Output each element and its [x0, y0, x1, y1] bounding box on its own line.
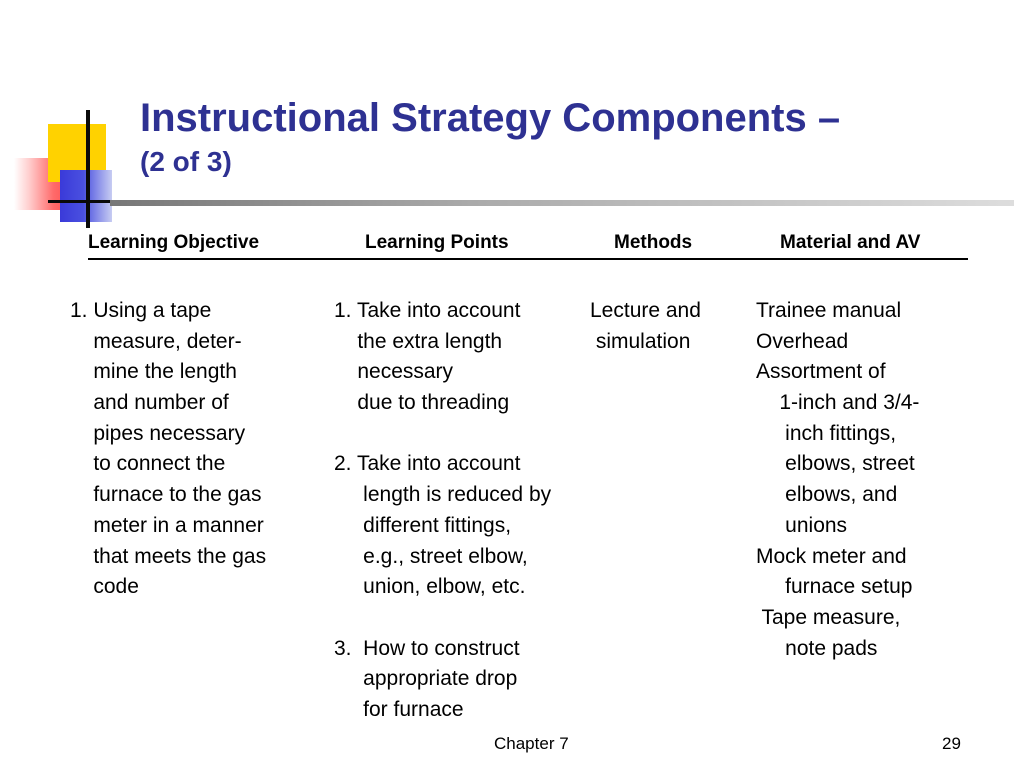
text-line: mine the length	[70, 360, 237, 384]
text-line: e.g., street elbow,	[334, 544, 528, 568]
text-line: furnace to the gas	[70, 483, 262, 507]
text-line	[334, 603, 551, 634]
methods-column	[590, 296, 701, 357]
slide-subtitle: (2 of 3)	[140, 146, 232, 177]
text-line: Lecture and	[590, 299, 701, 322]
text-line: elbows, and	[756, 483, 898, 507]
text-line: Tape measure,	[756, 605, 901, 629]
text-line: due to threading	[334, 391, 510, 415]
text-line: furnace setup	[756, 575, 913, 599]
text-line: 1-inch and 3/4-	[756, 391, 920, 415]
text-line: 1. Using a tape	[70, 299, 212, 322]
footer-chapter: Chapter 7	[494, 734, 569, 753]
learning-points-column	[334, 296, 551, 726]
text-line: the extra length	[334, 329, 503, 353]
text-line: code	[70, 575, 139, 599]
text-line: Overhead	[756, 329, 849, 353]
table-header-row	[88, 232, 968, 260]
text-line: and number of	[70, 391, 229, 415]
text-line: simulation	[590, 329, 691, 353]
text-line: Mock meter and	[756, 544, 907, 568]
text-line: 3. How to construct	[334, 636, 520, 660]
text-line: unions	[756, 513, 848, 537]
header-learning-objective: Learning Objective	[88, 232, 260, 253]
text-line: 2. Take into account	[334, 452, 521, 476]
header-learning-points: Learning Points	[365, 232, 509, 253]
text-line: Assortment of	[756, 360, 886, 384]
text-line: Trainee manual	[756, 299, 902, 322]
material-and-av-column	[756, 296, 919, 664]
learning-objective-column	[70, 296, 266, 603]
text-line: union, elbow, etc.	[334, 575, 526, 599]
title-underline-rule	[110, 200, 1014, 206]
text-line: meter in a manner	[70, 513, 264, 537]
decorative-vertical-line	[86, 110, 90, 228]
header-methods: Methods	[614, 232, 693, 253]
text-line: different fittings,	[334, 513, 512, 537]
text-line: for furnace	[334, 697, 464, 721]
text-line: necessary	[334, 360, 454, 384]
text-line	[334, 419, 551, 450]
text-line: inch fittings,	[756, 421, 897, 445]
header-material-and-av: Material and AV	[780, 232, 921, 253]
text-line: that meets the gas	[70, 544, 267, 568]
page-number: 29	[942, 734, 961, 753]
text-line: note pads	[756, 636, 878, 660]
text-line: length is reduced by	[334, 483, 552, 507]
text-line: pipes necessary	[70, 421, 246, 445]
text-line: elbows, street	[756, 452, 915, 476]
text-line: measure, deter-	[70, 329, 242, 353]
slide-title	[140, 98, 1010, 176]
text-line: appropriate drop	[334, 667, 518, 691]
slide-title-main: Instructional Strategy Components –	[140, 96, 841, 140]
text-line: to connect the	[70, 452, 226, 476]
text-line: 1. Take into account	[334, 299, 521, 322]
